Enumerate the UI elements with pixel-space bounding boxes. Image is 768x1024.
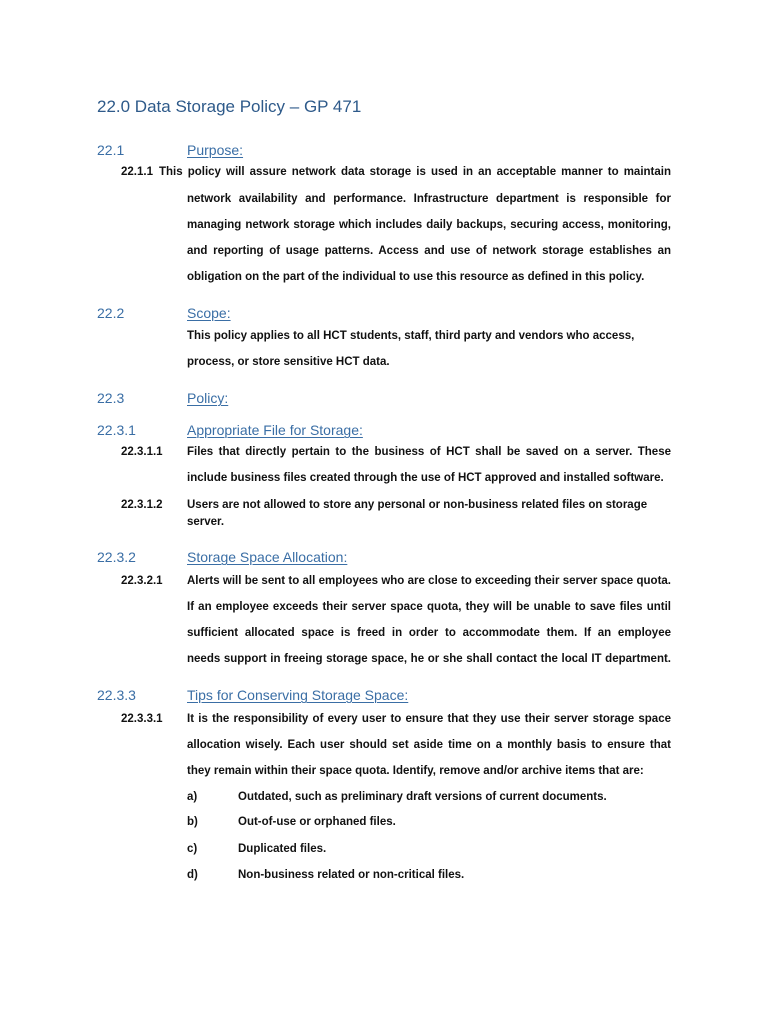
clause-text-line: server.: [187, 516, 225, 528]
clause-text-line: sufficient allocated space is freed in order to accommodate them. If an employee: [187, 627, 671, 639]
section-number-22-3-1: 22.3.1: [97, 422, 136, 438]
clause-text-line: and reporting of usage patterns. Access and use of network storage establishes an: [187, 245, 671, 257]
section-number-22-3-2: 22.3.2: [97, 549, 136, 565]
clause-text-line: managing network storage which includes daily backups, securing access, monitoring,: [187, 219, 671, 231]
clause-text-line: include business files created through the use of HCT approved and installed software.: [187, 472, 664, 484]
section-number-22-1: 22.1: [97, 142, 125, 158]
list-item-letter: c): [187, 843, 198, 855]
clause-text-line: It is the responsibility of every user to ensure that they use their server storage space: [187, 713, 671, 725]
section-number-22-3-3: 22.3.3: [97, 687, 136, 703]
clause-text-line: needs support in freeing storage space, he or she shall contact the local IT department.: [187, 653, 671, 665]
section-number-22-3: 22.3: [97, 390, 125, 406]
section-heading-tips-conserving: Tips for Conserving Storage Space:: [187, 687, 409, 703]
clause-text-line: allocation wisely. Each user should set aside time on a monthly basis to ensure that: [187, 739, 671, 751]
section-heading-storage-space-allocation: Storage Space Allocation:: [187, 549, 348, 565]
list-item-letter: a): [187, 791, 198, 803]
section-heading-scope: Scope:: [187, 305, 231, 321]
clause-text-line: This policy applies to all HCT students, staff, third party and vendors who access,: [187, 330, 635, 342]
list-item-text: Non-business related or non-critical files.: [238, 869, 465, 881]
section-heading-purpose: Purpose:: [187, 142, 244, 158]
clause-text-line: network availability and performance. Infrastructure department is responsible for: [187, 193, 671, 205]
section-heading-policy: Policy:: [187, 390, 229, 406]
page-title: 22.0 Data Storage Policy – GP 471: [97, 97, 362, 116]
list-item-text: Duplicated files.: [238, 843, 327, 855]
clause-text-line: This policy will assure network data storage is used in an acceptable manner to maintain: [159, 166, 671, 178]
list-item-text: Out-of-use or orphaned files.: [238, 816, 396, 828]
clause-text-line: If an employee exceeds their server space quota, they will be unable to save files until: [187, 601, 671, 613]
clause-text-line: Files that directly pertain to the business of HCT shall be saved on a server. These: [187, 446, 671, 458]
clause-text-line: obligation on the part of the individual to use this resource as defined in this policy.: [187, 271, 645, 283]
list-item-letter: b): [187, 816, 198, 828]
clause-number-22-3-1-1: 22.3.1.1: [121, 446, 163, 458]
clause-number-22-3-2-1: 22.3.2.1: [121, 575, 163, 587]
list-item-text: Outdated, such as preliminary draft versions of current documents.: [238, 791, 607, 803]
section-number-22-2: 22.2: [97, 305, 125, 321]
clause-text-line: process, or store sensitive HCT data.: [187, 356, 390, 368]
list-item-letter: d): [187, 869, 198, 881]
clause-text-line: Alerts will be sent to all employees who are close to exceeding their server space quota.: [187, 575, 671, 587]
clause-number-22-1-1: 22.1.1: [121, 166, 153, 178]
clause-number-22-3-3-1: 22.3.3.1: [121, 713, 163, 725]
clause-text-line: they remain within their space quota. Identify, remove and/or archive items that are:: [187, 765, 644, 777]
section-heading-appropriate-file: Appropriate File for Storage:: [187, 422, 363, 438]
clause-number-22-3-1-2: 22.3.1.2: [121, 499, 163, 511]
clause-text-line: Users are not allowed to store any personal or non-business related files on storage: [187, 499, 648, 511]
